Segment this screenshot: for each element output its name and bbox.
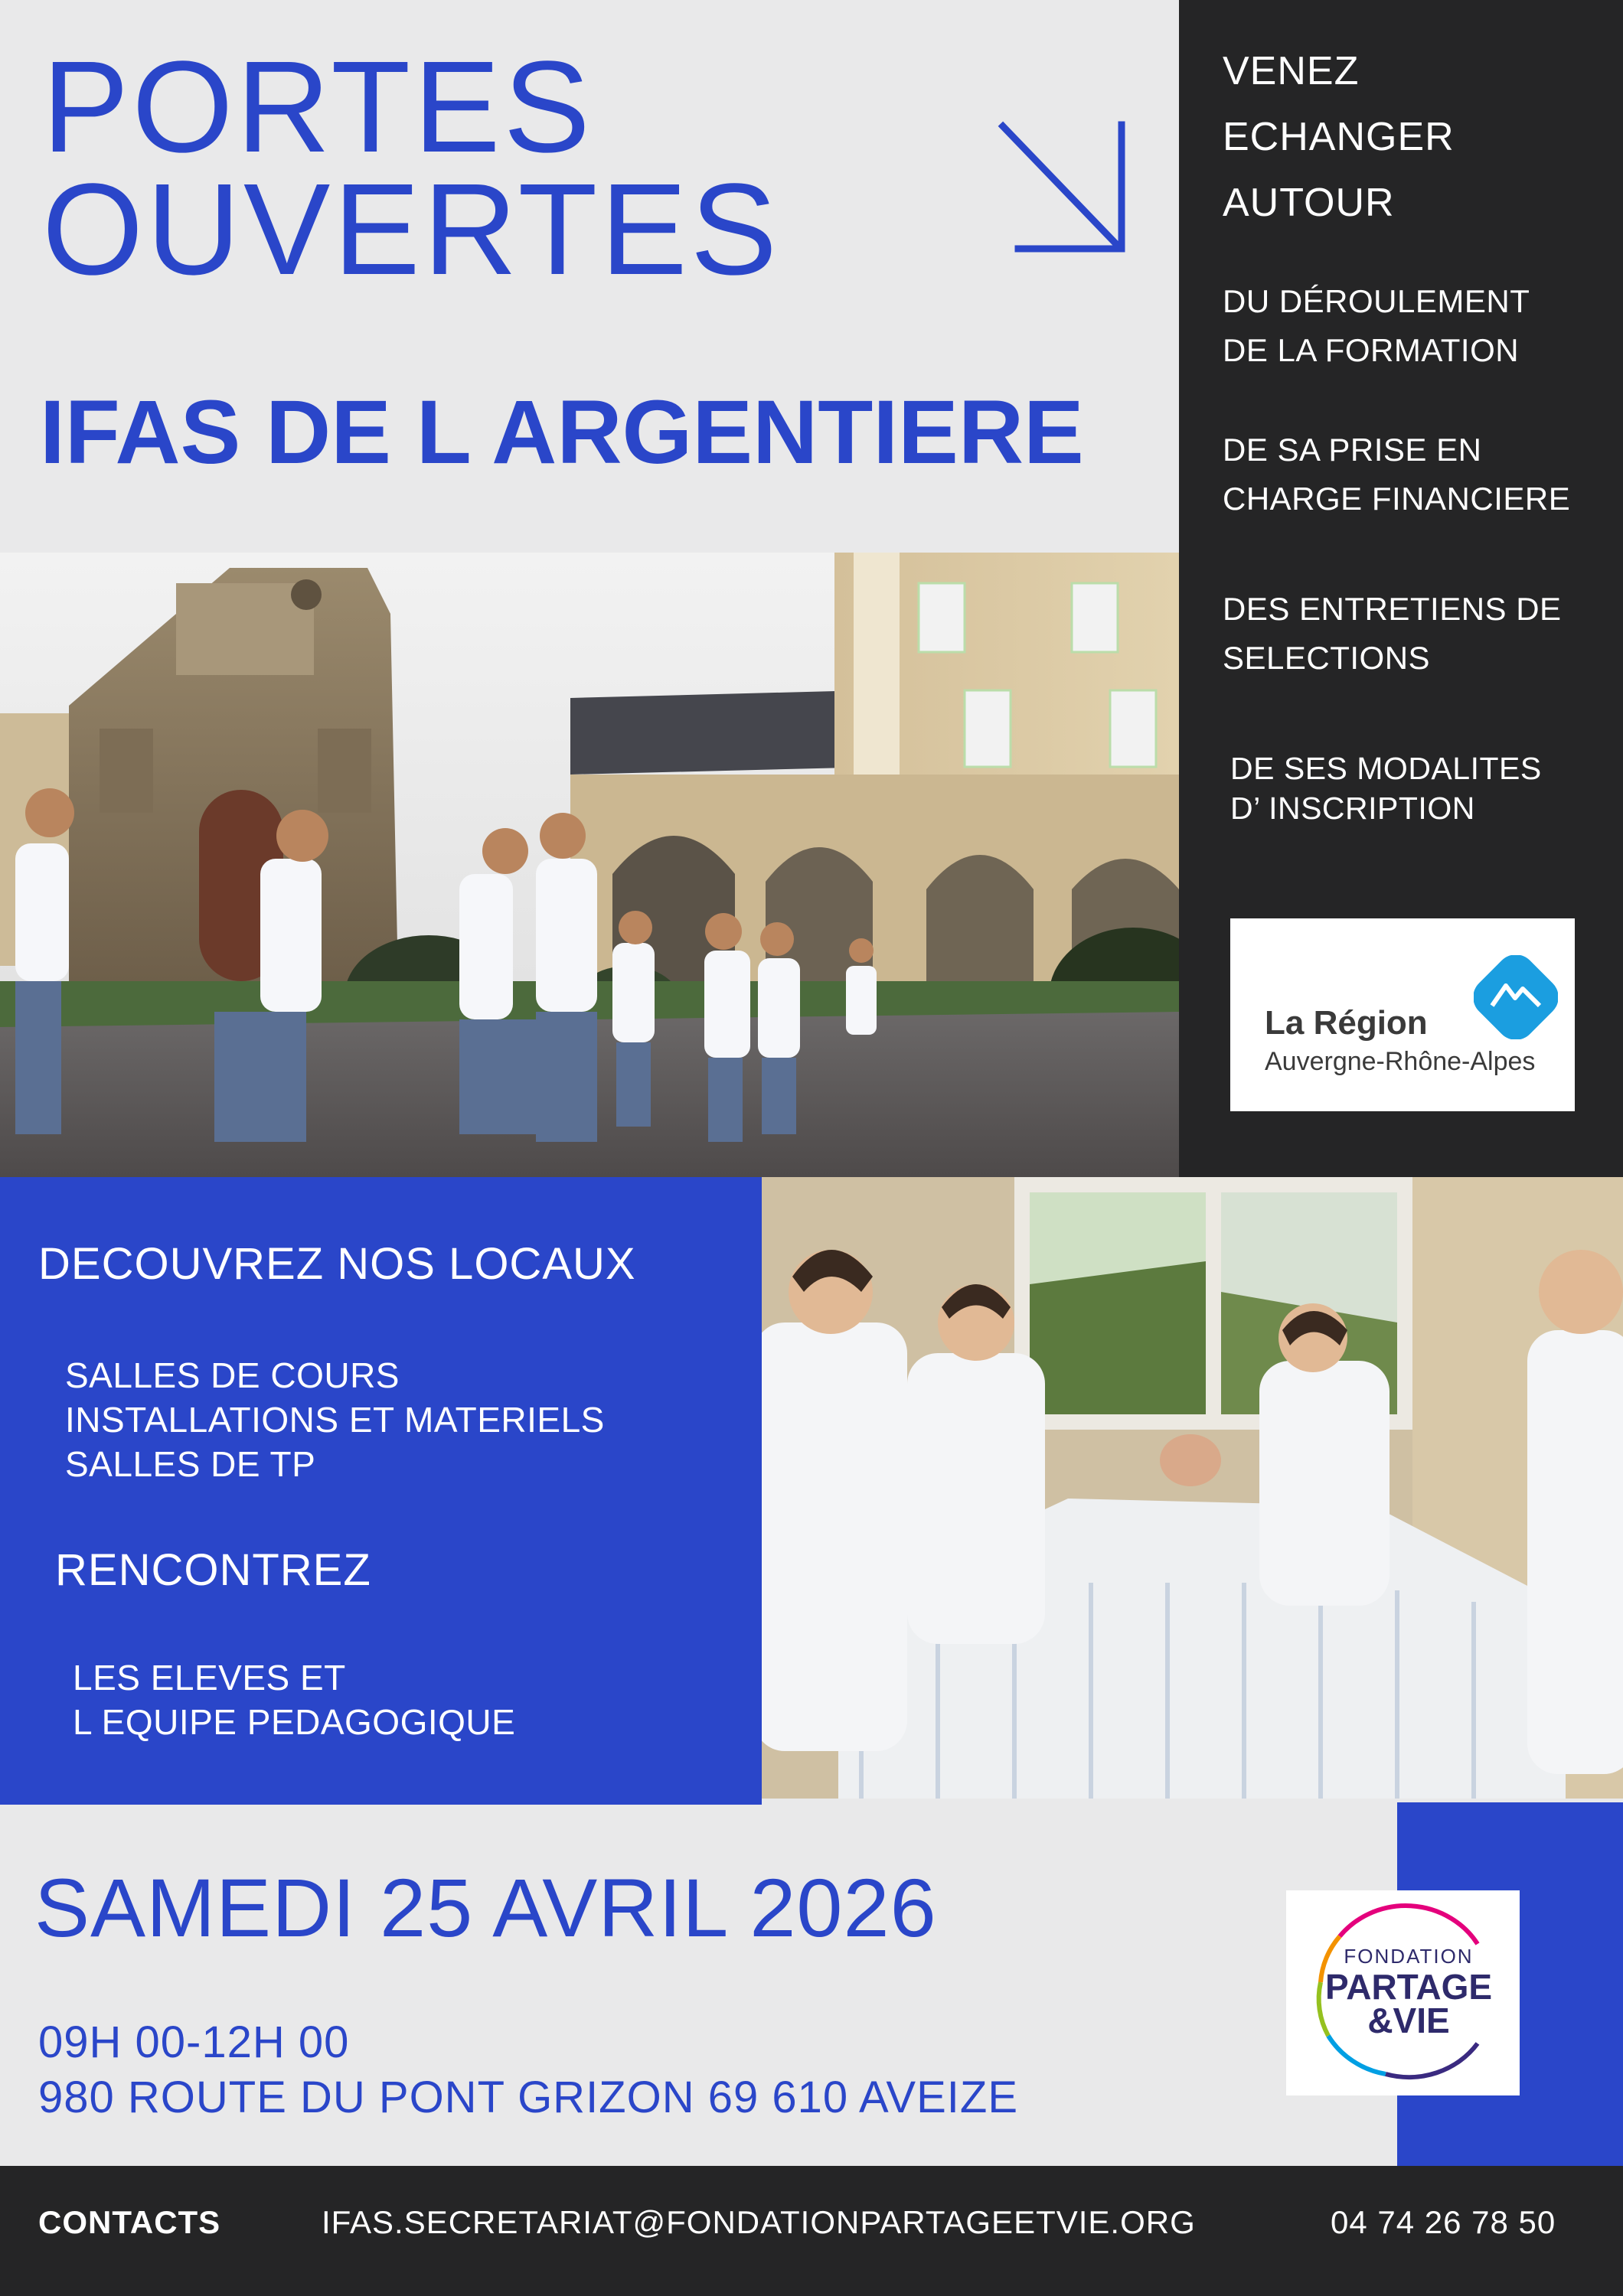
poster-subtitle: IFAS DE L ARGENTIERE: [40, 382, 1084, 483]
arrow-down-right-icon: [995, 119, 1133, 264]
title-line-1: PORTES: [42, 34, 593, 180]
topic-inscription: [1230, 748, 1542, 828]
discover-heading: DECOUVREZ NOS LOCAUX: [38, 1239, 636, 1289]
topic-entretiens: [1223, 585, 1562, 683]
list-item: SALLES DE TP: [65, 1444, 316, 1484]
event-date: SAMEDI 25 AVRIL 2026: [34, 1861, 937, 1954]
foundation-logo: [1286, 1890, 1520, 2095]
poster-title: [42, 34, 781, 302]
building-photo: [0, 553, 1179, 1177]
list-item: L EQUIPE PEDAGOGIQUE: [73, 1702, 516, 1742]
foundation-logo-line2: PARTAGE: [1324, 1967, 1493, 2007]
contact-phone[interactable]: 04 74 26 78 50: [1331, 2204, 1556, 2240]
contacts-label: CONTACTS: [38, 2204, 221, 2240]
topic-line: D’ INSCRIPTION: [1230, 791, 1475, 826]
intro-line: AUTOUR: [1223, 181, 1395, 225]
intro-line: VENEZ: [1223, 49, 1360, 93]
training-room-photo: [762, 1177, 1623, 1799]
topic-line: DE SA PRISE EN: [1223, 432, 1482, 468]
topic-deroulement: [1223, 277, 1530, 375]
region-logo-name: La Région: [1265, 1004, 1428, 1042]
list-item: LES ELEVES ET: [73, 1658, 346, 1698]
region-mountain-icon: [1474, 955, 1558, 1039]
topic-line: SELECTIONS: [1223, 640, 1431, 676]
topic-line: DE SES MODALITES: [1230, 751, 1542, 786]
facilities-list: [65, 1353, 605, 1486]
region-logo-subtitle: Auvergne-Rhône-Alpes: [1265, 1047, 1536, 1076]
event-hours: 09H 00-12H 00: [38, 2017, 350, 2067]
meet-list: [73, 1655, 515, 1744]
sidebar-intro: [1223, 38, 1455, 236]
topic-line: DES ENTRETIENS DE: [1223, 591, 1562, 627]
list-item: SALLES DE COURS: [65, 1355, 400, 1395]
foundation-logo-graphic: [1286, 1890, 1520, 2095]
list-item: INSTALLATIONS ET MATERIELS: [65, 1400, 605, 1440]
foundation-logo-line1: FONDATION: [1344, 1945, 1474, 1968]
contact-email[interactable]: IFAS.SECRETARIAT@FONDATIONPARTAGEETVIE.ORG: [322, 2204, 1196, 2240]
meet-heading: RENCONTREZ: [55, 1545, 371, 1595]
topic-line: DE LA FORMATION: [1223, 332, 1520, 368]
event-address: 980 ROUTE DU PONT GRIZON 69 610 AVEIZE: [38, 2073, 1019, 2122]
intro-line: ECHANGER: [1223, 115, 1455, 159]
foundation-logo-line3: &VIE: [1367, 2001, 1450, 2040]
region-logo: [1230, 918, 1575, 1111]
title-line-2: OUVERTES: [42, 157, 781, 302]
topic-line: DU DÉROULEMENT: [1223, 283, 1530, 319]
topic-financement: [1223, 426, 1570, 523]
topic-line: CHARGE FINANCIERE: [1223, 481, 1571, 517]
